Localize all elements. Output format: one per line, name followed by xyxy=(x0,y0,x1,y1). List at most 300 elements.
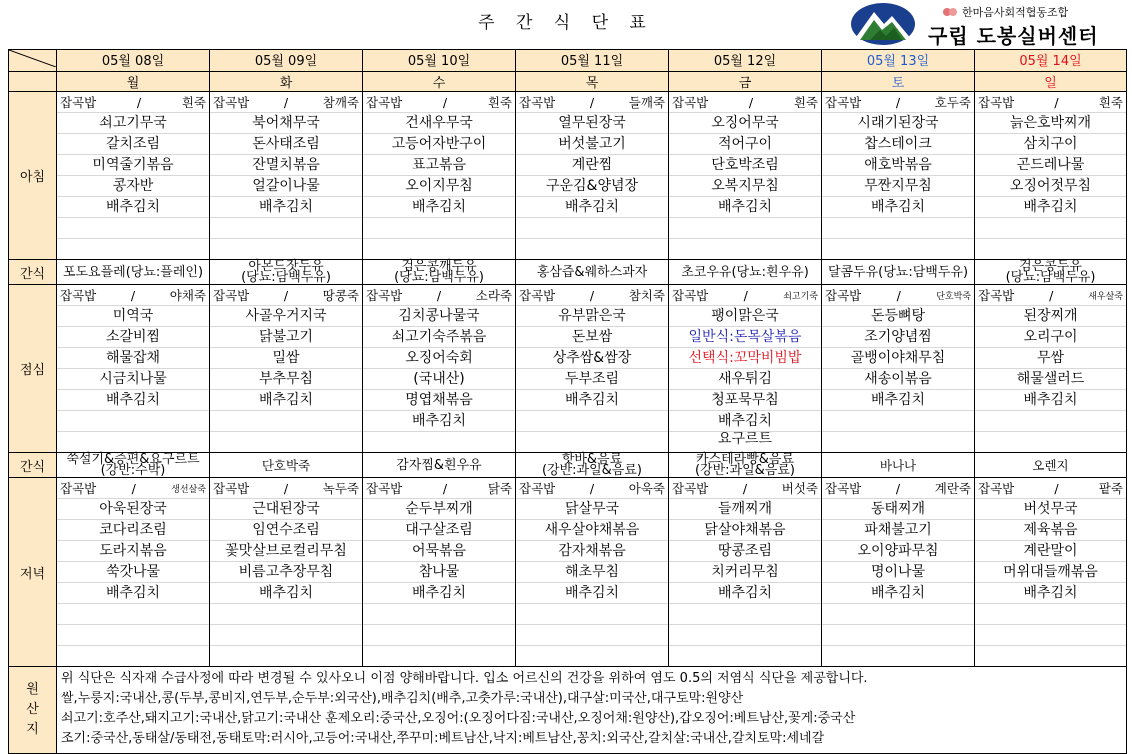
menu-item: 배추김치 xyxy=(516,389,668,410)
menu-item: 배추김치 xyxy=(210,582,362,603)
menu-item xyxy=(669,645,821,666)
menu-item: 애호박볶음 xyxy=(822,154,974,175)
menu-item: 쑥갓나물 xyxy=(57,561,209,582)
menu-item xyxy=(822,431,974,452)
lunch-cell xyxy=(210,285,363,453)
slash: / xyxy=(283,287,289,303)
snack-text: 검은콩두유 xyxy=(1019,259,1082,274)
rice-label: 잡곡밥 xyxy=(519,95,556,110)
menu-item xyxy=(516,645,668,666)
weekday-row xyxy=(9,72,1127,92)
menu-item xyxy=(822,624,974,645)
menu-item: 닭살야채볶음 xyxy=(669,519,821,540)
slash: / xyxy=(589,94,595,110)
menu-item xyxy=(669,238,821,259)
rice-porridge-line xyxy=(210,285,362,305)
snack-text: (강반:과일&음료) xyxy=(694,463,795,478)
org-mark-icon xyxy=(942,5,958,19)
menu-item: 배추김치 xyxy=(822,196,974,217)
menu-item: 들깨찌개 xyxy=(669,498,821,519)
menu-item: 소갈비찜 xyxy=(57,326,209,347)
weekday-cell: 일 xyxy=(975,72,1127,92)
menu-item: 비름고추장무침 xyxy=(210,561,362,582)
menu-item: 배추김치 xyxy=(210,389,362,410)
menu-item: 무짠지무침 xyxy=(822,175,974,196)
dinner-cell xyxy=(975,478,1127,667)
menu-item: 선택식:꼬막비빔밥 xyxy=(669,347,821,368)
menu-item: 해초무침 xyxy=(516,561,668,582)
menu-item: 사골우거지국 xyxy=(210,305,362,326)
snack2-label: 간식 xyxy=(9,453,57,478)
menu-item: 치커리무침 xyxy=(669,561,821,582)
menu-item: 버섯불고기 xyxy=(516,133,668,154)
snack-text: (당뇨:담백두유) xyxy=(241,270,331,285)
menu-item: 요구르트 xyxy=(669,431,821,447)
rice-porridge-line xyxy=(975,478,1126,498)
menu-item: 오이양파무침 xyxy=(822,540,974,561)
date-cell: 05월 08일 xyxy=(57,50,210,72)
menu-item: 배추김치 xyxy=(669,410,821,431)
slash: / xyxy=(589,480,595,496)
slash: / xyxy=(895,94,901,110)
menu-item xyxy=(57,238,209,259)
menu-item: 해물샐러드 xyxy=(975,368,1126,389)
menu-item: 배추김치 xyxy=(975,389,1126,410)
menu-item: 팽이맑은국 xyxy=(669,305,821,326)
rice-label: 잡곡밥 xyxy=(213,288,250,303)
menu-item: 갈치조림 xyxy=(57,133,209,154)
porridge-label: 땅콩죽 xyxy=(322,288,359,303)
rice-porridge-line xyxy=(210,478,362,498)
menu-item: 찹스테이크 xyxy=(822,133,974,154)
breakfast-row xyxy=(9,92,1127,260)
rice-label: 잡곡밥 xyxy=(978,481,1015,496)
menu-item: 배추김치 xyxy=(975,582,1126,603)
center-name: 구립 도봉실버센터 xyxy=(928,24,1099,48)
center-logo xyxy=(850,2,1125,46)
menu-item: (국내산) xyxy=(363,368,515,389)
menu-item xyxy=(57,410,209,431)
menu-item: 동태찌개 xyxy=(822,498,974,519)
porridge-label: 버섯죽 xyxy=(781,481,818,496)
snack2-cell xyxy=(57,453,210,478)
porridge-label: 들깨죽 xyxy=(628,95,665,110)
porridge-label: 야채죽 xyxy=(169,288,206,303)
menu-item: 오이지무침 xyxy=(363,175,515,196)
menu-item xyxy=(975,645,1126,666)
rice-porridge-line xyxy=(669,285,821,305)
menu-item: 두부조림 xyxy=(516,368,668,389)
menu-item: 명이나물 xyxy=(822,561,974,582)
menu-item: 머위대들깨볶음 xyxy=(975,561,1126,582)
menu-item xyxy=(516,624,668,645)
slash: / xyxy=(1049,287,1054,303)
slash: / xyxy=(283,94,289,110)
snack2-cell xyxy=(822,453,975,478)
date-cell: 05월 11일 xyxy=(516,50,669,72)
weekday-cell: 목 xyxy=(516,72,669,92)
rice-label: 잡곡밥 xyxy=(825,481,862,496)
menu-item: 오징어숙회 xyxy=(363,347,515,368)
rice-label: 잡곡밥 xyxy=(672,95,709,110)
menu-item: 배추김치 xyxy=(669,582,821,603)
menu-item: 고등어자반구이 xyxy=(363,133,515,154)
rice-label: 잡곡밥 xyxy=(213,95,250,110)
porridge-label: 계란죽 xyxy=(934,481,971,496)
slash: / xyxy=(130,287,136,303)
menu-item xyxy=(210,217,362,238)
snack-text: (강반:과일&음료) xyxy=(541,463,642,478)
menu-item: 임연수조림 xyxy=(210,519,362,540)
menu-item xyxy=(363,217,515,238)
menu-item: 순두부찌개 xyxy=(363,498,515,519)
date-cell: 05월 09일 xyxy=(210,50,363,72)
porridge-label: 흰죽 xyxy=(793,95,818,110)
slash: / xyxy=(436,287,442,303)
rice-label: 잡곡밥 xyxy=(60,288,97,303)
snack2-cell xyxy=(363,453,516,478)
menu-item: 오징어무국 xyxy=(669,112,821,133)
rice-label: 잡곡밥 xyxy=(213,481,250,496)
menu-item xyxy=(669,217,821,238)
rice-label: 잡곡밥 xyxy=(672,288,709,303)
porridge-label: 닭죽 xyxy=(487,481,512,496)
menu-item: 유부맑은국 xyxy=(516,305,668,326)
porridge-label: 쇠고기죽 xyxy=(783,291,818,302)
menu-item: 콩자반 xyxy=(57,175,209,196)
dinner-cell xyxy=(822,478,975,667)
rice-porridge-line xyxy=(822,285,974,305)
weekday-cell: 월 xyxy=(57,72,210,92)
menu-item: 구운김&양념장 xyxy=(516,175,668,196)
snack-text: 오렌지 xyxy=(1032,457,1069,473)
menu-item: 닭살무국 xyxy=(516,498,668,519)
snack2-cell xyxy=(669,453,822,478)
corner-cell xyxy=(9,50,57,72)
porridge-label: 생선살죽 xyxy=(171,484,206,495)
menu-item: 쇠고기무국 xyxy=(57,112,209,133)
porridge-label: 단호박죽 xyxy=(936,291,971,302)
menu-item: 배추김치 xyxy=(516,196,668,217)
snack-text: 핫바&음료 xyxy=(561,452,623,467)
menu-item: 배추김치 xyxy=(822,582,974,603)
menu-item: 근대된장국 xyxy=(210,498,362,519)
menu-item xyxy=(822,645,974,666)
snack1-cell xyxy=(57,260,210,285)
snack-text: 검은콩깨두유 xyxy=(401,259,477,274)
snack-text: 포도요플레(당뇨:플레인) xyxy=(62,264,204,280)
rice-porridge-line xyxy=(975,285,1126,305)
menu-item xyxy=(822,410,974,431)
rice-porridge-line xyxy=(363,478,515,498)
snack1-cell xyxy=(669,260,822,285)
rice-label: 잡곡밥 xyxy=(366,288,403,303)
menu-item: 계란말이 xyxy=(975,540,1126,561)
dinner-cell xyxy=(669,478,822,667)
menu-item xyxy=(210,603,362,624)
menu-item xyxy=(975,410,1126,431)
menu-item xyxy=(669,624,821,645)
slash: / xyxy=(589,287,595,303)
menu-item: 배추김치 xyxy=(57,582,209,603)
snack1-cell xyxy=(516,260,669,285)
slash: / xyxy=(748,94,754,110)
origin-line: 위 식단은 식자재 수급사정에 따라 변경될 수 있사오니 이점 양해바랍니다. 입소 어르신의 건강을 위하여 염도 0.5의 저염식 식단을 제공합니다. xyxy=(61,671,868,686)
menu-item: 땅콩조림 xyxy=(669,540,821,561)
breakfast-cell xyxy=(516,92,669,260)
rice-label: 잡곡밥 xyxy=(519,481,556,496)
menu-item: 배추김치 xyxy=(57,389,209,410)
origin-line: 조기:중국산,동태살/동태전,동태토막:러시아,고등어:국내산,쭈꾸미:베트남산,낙지:베트남산,꽁치:외국산,갈치살:국내산,갈치토막:세네갈 xyxy=(61,731,825,746)
lunch-cell xyxy=(57,285,210,453)
slash: / xyxy=(895,480,901,496)
snack-text: (당뇨:담백두유) xyxy=(1005,270,1096,285)
porridge-label: 참깨죽 xyxy=(322,95,359,110)
slash: / xyxy=(442,480,448,496)
menu-item: 배추김치 xyxy=(363,196,515,217)
menu-item: 배추김치 xyxy=(516,582,668,603)
porridge-label: 아욱죽 xyxy=(628,481,665,496)
porridge-label: 흰죽 xyxy=(181,95,206,110)
menu-item: 돈보쌈 xyxy=(516,326,668,347)
menu-item: 어묵볶음 xyxy=(363,540,515,561)
menu-item xyxy=(363,645,515,666)
rice-porridge-line xyxy=(975,92,1126,112)
slash: / xyxy=(283,480,289,496)
rice-porridge-line xyxy=(516,478,668,498)
lunch-cell xyxy=(516,285,669,453)
menu-item xyxy=(210,238,362,259)
org-name: 한마음사회적협동조합 xyxy=(962,6,1069,19)
snack1-cell xyxy=(210,260,363,285)
menu-item: 새우튀김 xyxy=(669,368,821,389)
lunch-row xyxy=(9,285,1127,453)
menu-item xyxy=(363,603,515,624)
menu-item: 잔멸치볶음 xyxy=(210,154,362,175)
rice-porridge-line xyxy=(57,92,209,112)
rice-label: 잡곡밥 xyxy=(825,288,862,303)
menu-item: 된장찌개 xyxy=(975,305,1126,326)
rice-porridge-line xyxy=(57,285,209,305)
menu-item: 밀쌈 xyxy=(210,347,362,368)
snack1-cell xyxy=(363,260,516,285)
rice-label: 잡곡밥 xyxy=(60,481,97,496)
menu-item xyxy=(57,624,209,645)
origin-line: 쇠고기:호주산,돼지고기:국내산,닭고기:국내산 훈제오리:중국산,오징어:(오징어다짐:국내산,오징어채:원양산),갑오징어:베트남산,꽃게:중국산 xyxy=(61,711,856,726)
porridge-label: 흰죽 xyxy=(1098,95,1123,110)
menu-item xyxy=(975,217,1126,238)
menu-item: 오징어젓무침 xyxy=(975,175,1126,196)
menu-item: 새송이볶음 xyxy=(822,368,974,389)
snack-text: 쑥설기&증편&요구르트 xyxy=(66,452,200,467)
date-cell: 05월 12일 xyxy=(669,50,822,72)
rice-porridge-line xyxy=(363,92,515,112)
rice-label: 잡곡밥 xyxy=(978,288,1015,303)
porridge-label: 소라죽 xyxy=(475,288,512,303)
snack-text: 아몬드잣두유 xyxy=(248,259,324,274)
menu-item: 일반식:돈목살볶음 xyxy=(669,326,821,347)
snack-text: 초코우유(당뇨:흰우유) xyxy=(681,264,809,280)
dinner-cell xyxy=(210,478,363,667)
menu-item: 배추김치 xyxy=(822,389,974,410)
menu-item: 미역줄기볶음 xyxy=(57,154,209,175)
porridge-label: 호두죽 xyxy=(934,95,971,110)
snack-text: 카스테라빵&음료 xyxy=(695,452,795,467)
dinner-cell xyxy=(363,478,516,667)
menu-item: 단호박조림 xyxy=(669,154,821,175)
menu-item: 열무된장국 xyxy=(516,112,668,133)
menu-item xyxy=(210,645,362,666)
menu-item: 시금치나물 xyxy=(57,368,209,389)
rice-label: 잡곡밥 xyxy=(366,481,403,496)
rice-label: 잡곡밥 xyxy=(519,288,556,303)
slash: / xyxy=(1054,94,1059,110)
snack-text: 달콤두유(당뇨:담백두유) xyxy=(827,264,969,280)
breakfast-cell xyxy=(210,92,363,260)
menu-item: 청포묵무침 xyxy=(669,389,821,410)
menu-item xyxy=(975,431,1126,452)
snack-text: 감자찜&흰우유 xyxy=(396,457,482,473)
menu-item: 곤드레나물 xyxy=(975,154,1126,175)
menu-item: 골뱅이야채무침 xyxy=(822,347,974,368)
menu-item: 계란찜 xyxy=(516,154,668,175)
snack2-cell xyxy=(516,453,669,478)
menu-item: 돈등뼈탕 xyxy=(822,305,974,326)
menu-item xyxy=(516,238,668,259)
weekday-cell: 토 xyxy=(822,72,975,92)
rice-porridge-line xyxy=(57,478,209,498)
menu-item: 꽃맛살브로컬리무침 xyxy=(210,540,362,561)
menu-item: 얼갈이나물 xyxy=(210,175,362,196)
menu-item: 대구살조림 xyxy=(363,519,515,540)
menu-item: 파채불고기 xyxy=(822,519,974,540)
rice-porridge-line xyxy=(516,92,668,112)
slash: / xyxy=(136,94,142,110)
origin-label: 원 산 지 xyxy=(9,667,57,754)
menu-item: 삼치구이 xyxy=(975,133,1126,154)
menu-item xyxy=(57,645,209,666)
snack1-cell xyxy=(975,260,1127,285)
menu-item xyxy=(363,624,515,645)
menu-item: 해물잡채 xyxy=(57,347,209,368)
menu-item xyxy=(57,431,209,452)
mountain-logo-icon xyxy=(850,2,916,46)
snack2-row xyxy=(9,453,1127,478)
slash: / xyxy=(1054,480,1059,496)
breakfast-cell xyxy=(57,92,210,260)
menu-item xyxy=(516,410,668,431)
menu-item: 코다리조림 xyxy=(57,519,209,540)
menu-item: 배추김치 xyxy=(210,196,362,217)
menu-item xyxy=(822,238,974,259)
page-title: 주 간 식 단 표 xyxy=(478,13,654,33)
rice-porridge-line xyxy=(516,285,668,305)
rice-porridge-line xyxy=(822,478,974,498)
menu-item: 오복지무침 xyxy=(669,175,821,196)
breakfast-cell xyxy=(669,92,822,260)
date-cell: 05월 10일 xyxy=(363,50,516,72)
lunch-cell xyxy=(363,285,516,453)
snack1-label: 간식 xyxy=(9,260,57,285)
menu-item xyxy=(363,431,515,452)
rice-porridge-line xyxy=(669,92,821,112)
menu-item: 배추김치 xyxy=(669,196,821,217)
menu-item: 늙은호박찌개 xyxy=(975,112,1126,133)
porridge-label: 새우살죽 xyxy=(1088,291,1123,302)
snack1-row xyxy=(9,260,1127,285)
menu-item: 배추김치 xyxy=(57,196,209,217)
menu-item: 명엽채볶음 xyxy=(363,389,515,410)
menu-item xyxy=(363,238,515,259)
menu-item: 배추김치 xyxy=(363,410,515,431)
menu-item xyxy=(975,603,1126,624)
menu-item xyxy=(516,217,668,238)
slash: / xyxy=(131,480,136,496)
breakfast-cell xyxy=(975,92,1127,260)
porridge-label: 녹두죽 xyxy=(322,481,359,496)
menu-item: 도라지볶음 xyxy=(57,540,209,561)
menu-item: 북어채무국 xyxy=(210,112,362,133)
snack-text: 단호박죽 xyxy=(261,457,311,473)
date-cell: 05월 14일 xyxy=(975,50,1127,72)
menu-item: 감자채볶음 xyxy=(516,540,668,561)
menu-item: 시래기된장국 xyxy=(822,112,974,133)
origin-row xyxy=(9,667,1127,754)
menu-item: 제육볶음 xyxy=(975,519,1126,540)
weekly-menu-table xyxy=(8,49,1127,754)
menu-item xyxy=(210,624,362,645)
menu-item xyxy=(516,603,668,624)
rice-label: 잡곡밥 xyxy=(825,95,862,110)
rice-label: 잡곡밥 xyxy=(60,95,97,110)
dinner-cell xyxy=(516,478,669,667)
snack1-cell xyxy=(822,260,975,285)
breakfast-cell xyxy=(822,92,975,260)
lunch-cell xyxy=(669,285,822,453)
menu-item: 참나물 xyxy=(363,561,515,582)
rice-porridge-line xyxy=(822,92,974,112)
menu-item: 부추무침 xyxy=(210,368,362,389)
lunch-cell xyxy=(822,285,975,453)
menu-item: 쇠고기숙주볶음 xyxy=(363,326,515,347)
menu-item xyxy=(57,217,209,238)
snack-text: 홍삼즙&웨하스과자 xyxy=(536,264,648,280)
menu-item xyxy=(669,603,821,624)
porridge-label: 참치죽 xyxy=(628,288,665,303)
menu-item: 조기양념찜 xyxy=(822,326,974,347)
menu-item: 건새우무국 xyxy=(363,112,515,133)
diagonal-line-icon xyxy=(9,50,56,67)
weekday-cell: 수 xyxy=(363,72,516,92)
breakfast-cell xyxy=(363,92,516,260)
menu-item xyxy=(210,431,362,452)
porridge-label: 팥죽 xyxy=(1098,481,1123,496)
menu-item: 돈사태조림 xyxy=(210,133,362,154)
snack-text: (당뇨:담백두유) xyxy=(394,270,484,285)
snack2-cell xyxy=(210,453,363,478)
snack-text: (강반:수박) xyxy=(100,463,166,478)
porridge-label: 흰죽 xyxy=(487,95,512,110)
menu-item xyxy=(210,410,362,431)
date-cell: 05월 13일 xyxy=(822,50,975,72)
rice-porridge-line xyxy=(363,285,515,305)
menu-item xyxy=(516,431,668,452)
rice-label: 잡곡밥 xyxy=(672,481,709,496)
menu-item: 표고볶음 xyxy=(363,154,515,175)
rice-label: 잡곡밥 xyxy=(366,95,403,110)
rice-label: 잡곡밥 xyxy=(978,95,1015,110)
date-row xyxy=(9,50,1127,72)
